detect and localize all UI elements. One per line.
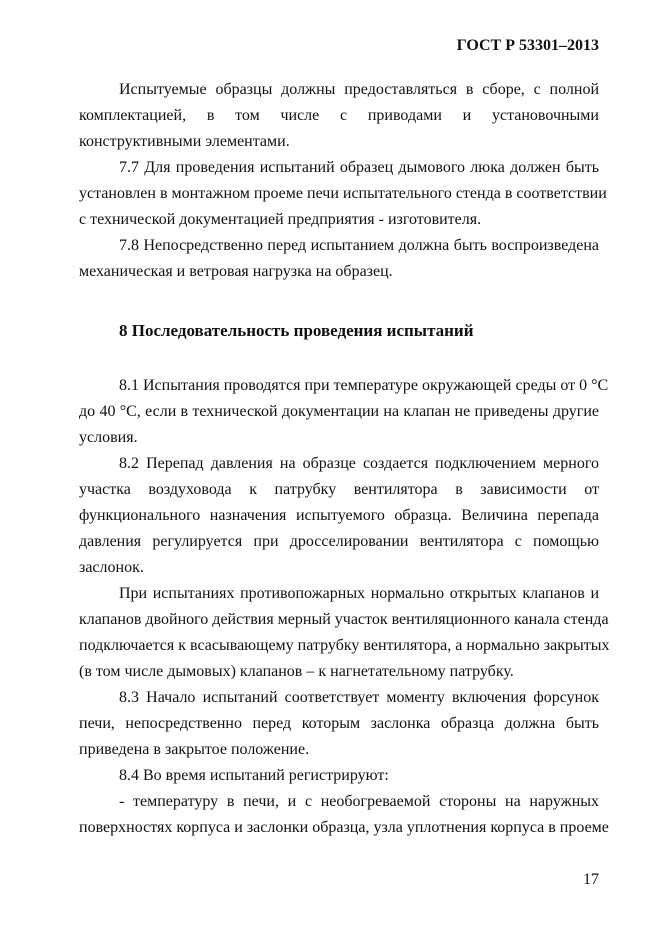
section-heading: 8 Последовательность проведения испытаний <box>119 321 474 340</box>
paragraph <box>79 685 599 763</box>
paragraph-line: 8.4 Во время испытаний регистрируют: <box>119 767 389 784</box>
paragraph-line: поверхностях корпуса и заслонки образца, узла уплотнения корпуса в проеме <box>79 819 609 836</box>
paragraph <box>79 581 610 685</box>
paragraph-line: до 40 °С, если в технической документации на клапан не приведены другие <box>79 403 599 420</box>
paragraph-line: 7.7 Для проведения испытаний образец дымового люка должен быть <box>119 159 599 176</box>
paragraph-line: - температуру в печи, и с необогреваемой стороны на наружных <box>119 793 599 810</box>
paragraph <box>79 763 599 789</box>
paragraph <box>79 155 607 233</box>
paragraph-line: подключается к всасывающему патрубку вентилятора, а нормально закрытых <box>79 637 610 654</box>
paragraph-line: давления регулируется при дросселировании вентилятора с помощью <box>79 533 599 550</box>
paragraph-line: участка воздуховода к патрубку вентилятора в зависимости от <box>79 481 599 498</box>
paragraph-line: механическая и ветровая нагрузка на образец. <box>79 263 393 280</box>
paragraph-line: (в том числе дымовых) клапанов – к нагнетательному патрубку. <box>79 663 514 680</box>
paragraph-line: конструктивными элементами. <box>79 133 290 150</box>
paragraph-line: печи, непосредственно перед которым заслонка образца должна быть <box>79 715 599 732</box>
document-id-header: ГОСТ Р 53301–2013 <box>456 37 599 54</box>
paragraph-line: клапанов двойного действия мерный участок вентиляционного канала стенда <box>79 611 609 628</box>
paragraph-line: приведена в закрытое положение. <box>79 741 310 758</box>
paragraph-line: условия. <box>79 429 138 446</box>
paragraph-line: При испытаниях противопожарных нормально открытых клапанов и <box>119 585 599 602</box>
document-body <box>79 77 610 841</box>
page-number: 17 <box>583 871 599 888</box>
paragraph-line: комплектацией, в том числе с приводами и установочными <box>79 107 599 124</box>
paragraph <box>79 789 609 841</box>
paragraph-line: 8.2 Перепад давления на образце создается подключением мерного <box>119 455 599 472</box>
paragraph-line: 8.1 Испытания проводятся при температуре окружающей среды от 0 °С <box>119 377 609 394</box>
paragraph-line: 7.8 Непосредственно перед испытанием должна быть воспроизведена <box>119 237 599 254</box>
paragraph-line: 8.3 Начало испытаний соответствует моменту включения форсунок <box>119 689 599 706</box>
paragraph <box>79 451 599 581</box>
paragraph <box>79 77 599 155</box>
paragraph <box>79 373 609 451</box>
paragraph <box>79 233 599 285</box>
paragraph-line: заслонок. <box>79 559 144 576</box>
paragraph-line: установлен в монтажном проеме печи испытательного стенда в соответствии <box>79 185 607 202</box>
paragraph-line: Испытуемые образцы должны предоставляться в сборе, с полной <box>119 81 599 98</box>
paragraph-line: функционального назначения испытуемого образца. Величина перепада <box>79 507 599 524</box>
paragraph-line: с технической документацией предприятия - изготовителя. <box>79 211 482 228</box>
